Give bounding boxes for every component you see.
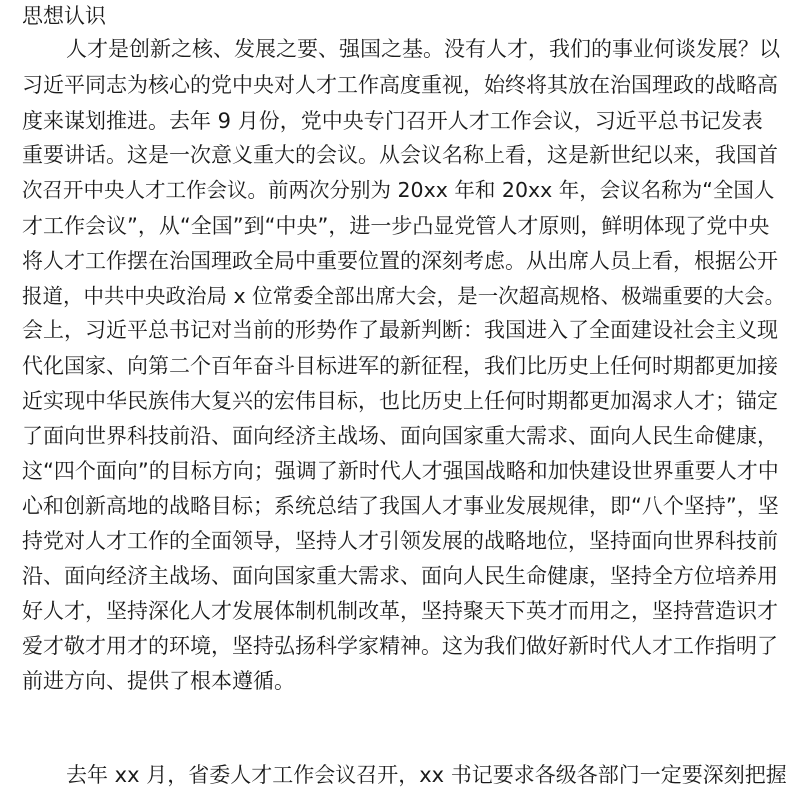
paragraph-1-line: 前进方向、提供了根本遵循。 bbox=[22, 669, 295, 693]
paragraph-1-line: 重要讲话。这是一次意义重大的会议。从会议名称上看，这是新世纪以来，我国首 bbox=[22, 143, 778, 167]
paragraph-1-line: 代化国家、向第二个百年奋斗目标进军的新征程，我们比历史上任何时期都更加接 bbox=[22, 354, 778, 378]
paragraph-1-line: 持党对人才工作的全面领导，坚持人才引领发展的战略地位，坚持面向世界科技前 bbox=[22, 529, 778, 553]
paragraph-1-line: 好人才，坚持深化人才发展体制机制改革，坚持聚天下英才而用之，坚持营造识才 bbox=[22, 599, 778, 623]
paragraph-1-line: 心和创新高地的战略目标；系统总结了我国人才事业发展规律，即“八个坚持”，坚 bbox=[22, 494, 779, 518]
paragraph-1-line: 次召开中央人才工作会议。前两次分别为 20xx 年和 20xx 年，会议名称为“全国人 bbox=[22, 178, 775, 202]
paragraph-1-line: 沿、面向经济主战场、面向国家重大需求、面向人民生命健康，坚持全方位培养用 bbox=[22, 564, 778, 588]
paragraph-1-line: 会上，习近平总书记对当前的形势作了最新判断：我国进入了全面建设社会主义现 bbox=[22, 318, 778, 342]
paragraph-1-line: 才工作会议”，从“全国”到“中央”，进一步凸显党管人才原则，鲜明体现了党中央 bbox=[22, 214, 770, 238]
paragraph-1-line: 习近平同志为核心的党中央对人才工作高度重视，始终将其放在治国理政的战略高 bbox=[22, 73, 778, 97]
paragraph-1-line: 近实现中华民族伟大复兴的宏伟目标，也比历史上任何时期都更加渴求人才；锚定 bbox=[22, 389, 778, 413]
paragraph-1-line: 爱才敬才用才的环境，坚持弘扬科学家精神。这为我们做好新时代人才工作指明了 bbox=[22, 634, 778, 658]
paragraph-1-line: 度来谋划推进。去年 9 月份，党中央专门召开人才工作会议，习近平总书记发表 bbox=[22, 109, 763, 133]
paragraph-1-line: 人才是创新之核、发展之要、强国之基。没有人才，我们的事业何谈发展？以 bbox=[66, 37, 780, 61]
paragraph-1-line: 这“四个面向”的目标方向；强调了新时代人才强国战略和加快建设世界重要人才中 bbox=[22, 459, 779, 483]
section-heading: 思想认识 bbox=[22, 4, 106, 28]
paragraph-1-line: 将人才工作摆在治国理政全局中重要位置的深刻考虑。从出席人员上看，根据公开 bbox=[22, 249, 778, 273]
paragraph-1-line: 报道，中共中央政治局 x 位常委全部出席大会，是一次超高规格、极端重要的大会。 bbox=[22, 284, 786, 308]
paragraph-1-line: 了面向世界科技前沿、面向经济主战场、面向国家重大需求、面向人民生命健康， bbox=[22, 424, 778, 448]
paragraph-2-line: 去年 xx 月，省委人才工作会议召开，xx 书记要求各级各部门一定要深刻把握 bbox=[66, 763, 787, 787]
